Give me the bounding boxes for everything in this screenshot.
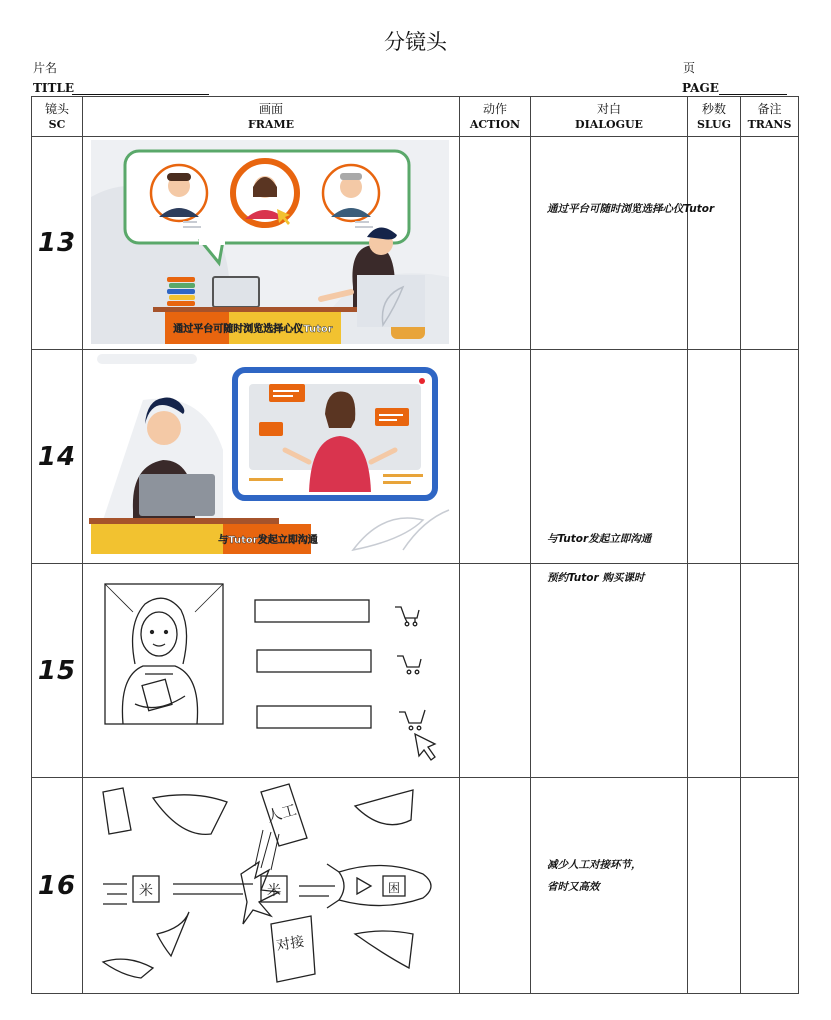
frame-sketch-15: [83, 564, 460, 777]
dialogue-cell: [531, 137, 715, 350]
dialogue-cell: [531, 778, 688, 994]
dialogue-cell: [531, 564, 688, 778]
sketch-label: 对接: [275, 933, 306, 955]
trans-cell: [741, 564, 799, 778]
col-frame: 画面 FRAME: [83, 97, 460, 137]
scene-number: 16: [32, 778, 83, 994]
dialogue-line: 通过平台可随时浏览选择心仪Tutor: [547, 203, 715, 215]
page-title: 分镜头: [384, 30, 447, 54]
dialogue-line: 与Tutor发起立即沟通: [547, 533, 652, 545]
col-action: 动作 ACTION: [460, 97, 531, 137]
col-trans: 备注 TRANS: [741, 97, 799, 137]
scene-number: 13: [32, 137, 83, 350]
slug-cell: [688, 564, 741, 778]
action-cell: [460, 778, 531, 994]
trans-cell: [741, 778, 799, 994]
frame-cell: [83, 778, 460, 994]
action-cell: [460, 350, 531, 564]
frame-sketch-16: [83, 778, 460, 993]
action-cell: [460, 137, 531, 350]
slug-cell: [688, 350, 741, 564]
frame-cell: [83, 137, 460, 350]
action-cell: [460, 564, 531, 778]
table-row: [32, 137, 799, 350]
table-row: [32, 778, 799, 994]
dialogue-line: 省时又高效: [547, 881, 600, 893]
frame-cell: [83, 350, 460, 564]
title-label: TITLE: [33, 81, 75, 95]
sketch-label: 困: [387, 881, 401, 895]
header-row: [32, 97, 799, 137]
dialogue-line: 预约Tutor 购买课时: [547, 572, 645, 584]
page-label: PAGE: [682, 81, 719, 95]
dialogue-line: 减少人工对接环节，: [547, 859, 642, 871]
frame-caption-13: 通过平台可随时浏览选择心仪Tutor: [173, 324, 333, 335]
table-row: [32, 564, 799, 778]
frame-caption-14: 与Tutor发起立即沟通: [218, 535, 318, 546]
trans-cell: [741, 137, 799, 350]
frame-illustration-14: [83, 350, 460, 563]
title-underline: [72, 94, 209, 95]
dialogue-cell: [531, 350, 688, 564]
slug-cell: [688, 778, 741, 994]
page-cn-label: 页: [683, 61, 696, 75]
col-slug: 秒数 SLUG: [688, 97, 741, 137]
scene-number: 15: [32, 564, 83, 778]
storyboard-table: [31, 96, 799, 994]
col-dialogue: 对白 DIALOGUE: [531, 97, 688, 137]
slug-cell: [688, 137, 741, 350]
sketch-label: 米: [267, 883, 281, 899]
trans-cell: [741, 350, 799, 564]
scene-number: 14: [32, 350, 83, 564]
col-sc: 镜头 SC: [32, 97, 83, 137]
page-underline: [719, 94, 787, 95]
film-name-label: 片名: [33, 61, 58, 75]
table-row: [32, 350, 799, 564]
sketch-label: 米: [139, 883, 153, 899]
sketch-label: 人工: [264, 800, 299, 826]
frame-illustration-13: [83, 137, 460, 349]
frame-cell: [83, 564, 460, 778]
